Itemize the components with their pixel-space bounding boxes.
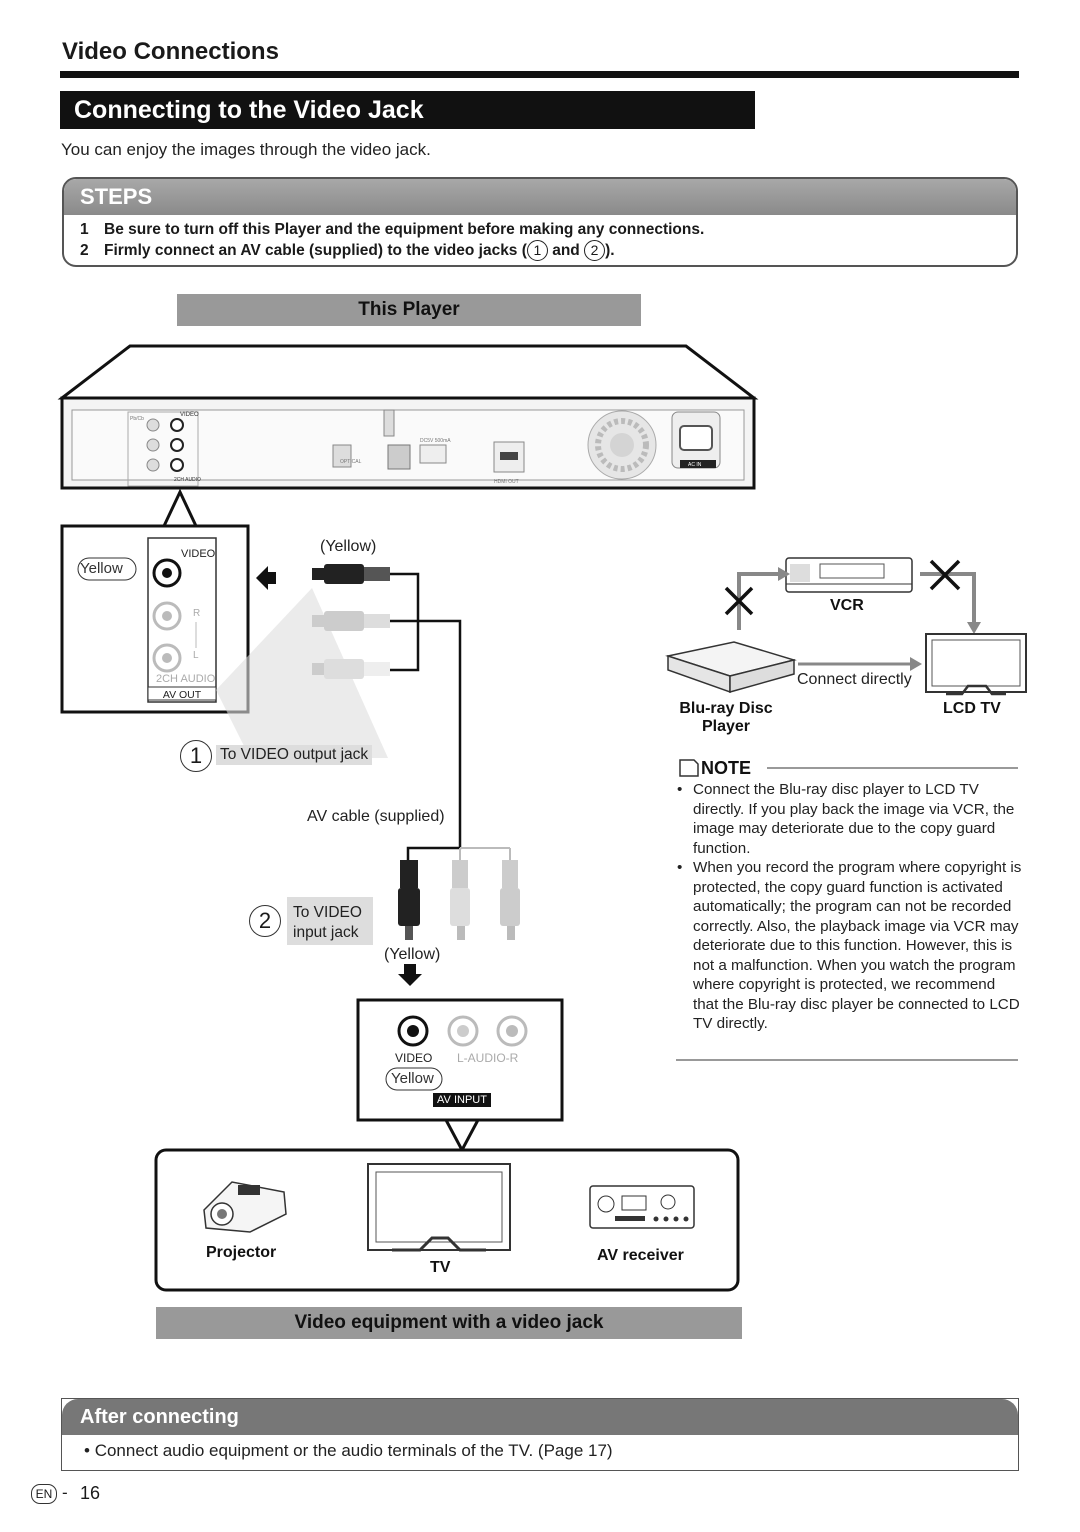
vcr-label: VCR xyxy=(830,597,864,614)
this-player-label: This Player xyxy=(177,294,641,326)
zoom-yellow-label: Yellow xyxy=(80,560,123,577)
av-input-yellow-label: Yellow xyxy=(391,1070,434,1087)
step2-marker xyxy=(249,905,281,937)
av-receiver-label: AV receiver xyxy=(597,1247,684,1264)
av-input-panel xyxy=(358,1000,562,1150)
step2-number: 2 xyxy=(249,905,281,937)
step1-label: To VIDEO output jack xyxy=(216,745,372,765)
jack-zoom-panel xyxy=(62,526,248,712)
player-acin-label: AC IN xyxy=(688,462,702,468)
after-connecting-item: Connect audio equipment or the audio terminals of the TV. (Page 17) xyxy=(94,1441,613,1460)
yellow-top-label: (Yellow) xyxy=(320,538,377,555)
step2-tag xyxy=(287,897,373,945)
step-1 xyxy=(80,221,704,239)
step-2-end: ). xyxy=(605,242,615,259)
page-number-dash: - xyxy=(62,1483,68,1502)
step2-label-line1: To VIDEO xyxy=(293,904,362,921)
player-dc-label: DC5V 500mA xyxy=(420,438,451,444)
intro-text: You can enjoy the images through the video jack. xyxy=(61,140,431,159)
note-list xyxy=(677,780,1022,1034)
step-1-text: Be sure to turn off this Player and the equipment before making any connections. xyxy=(104,221,705,238)
video-equipment-label: Video equipment with a video jack xyxy=(156,1307,742,1339)
bluray-label-line2: Player xyxy=(701,718,751,735)
connect-directly-label: Connect directly xyxy=(797,671,912,688)
page-title: Connecting to the Video Jack xyxy=(60,91,755,129)
player-illustration xyxy=(62,346,754,526)
step-2-number: 2 xyxy=(80,242,89,259)
av-cable-label: AV cable (supplied) xyxy=(307,808,445,825)
projector-label: Projector xyxy=(206,1244,277,1261)
after-connecting-text: • Connect audio equipment or the audio terminals of the TV. (Page 17) xyxy=(84,1441,613,1460)
arrow-down-icon xyxy=(398,964,422,986)
zoom-2ch-audio-label: 2CH AUDIO xyxy=(156,673,216,685)
zoom-video-label: VIDEO xyxy=(181,548,216,560)
step2-label-line2: input jack xyxy=(293,924,359,941)
section-title: Video Connections xyxy=(62,38,279,65)
bluray-label-line1: Blu-ray Disc xyxy=(679,700,773,717)
note-item-2: • When you record the program where copyright is protected, the copy guard function is activated automatically; the program can not be recorded correctly. Also, the playback image via VCR may deteriorate due to this function. However, this is not a malfunction. When you watch the program where copyright is protected, we recommend that the Blu-ray disc player be connected to LCD TV directly. xyxy=(677,858,1022,1034)
zoom-av-out-label: AV OUT xyxy=(162,689,202,701)
tv-label: TV xyxy=(430,1259,451,1276)
step-2 xyxy=(80,240,615,261)
av-input-video-label: VIDEO xyxy=(395,1051,433,1065)
step-2-circle-1: 1 xyxy=(527,240,548,261)
note-title: NOTE xyxy=(701,758,752,778)
svg-text:Pb/Cb: Pb/Cb xyxy=(130,416,144,422)
step-2-text: Firmly connect an AV cable (supplied) to the video jacks ( xyxy=(104,242,527,259)
player-hdmi-label: HDMI OUT xyxy=(494,479,519,485)
step-1-number: 1 xyxy=(80,221,89,238)
zoom-r-label: R xyxy=(193,608,201,619)
zoom-l-label: L xyxy=(193,650,199,661)
steps-title: STEPS xyxy=(64,179,1016,215)
steps-box xyxy=(62,177,1018,267)
bluray-label xyxy=(676,700,776,736)
after-connecting-box xyxy=(61,1398,1019,1471)
page-number: 16 xyxy=(80,1483,101,1503)
step-2-and: and xyxy=(547,242,585,259)
player-video-label: VIDEO xyxy=(180,412,199,418)
note-item-1: • Connect the Blu-ray disc player to LCD TV directly. If you play back the image via VCR, the image may deteriorate due to the copy guard function. xyxy=(677,780,1022,858)
step-2-circle-2: 2 xyxy=(584,240,605,261)
step1-number: 1 xyxy=(180,740,212,772)
player-optical-label: OPTICAL xyxy=(340,459,362,465)
arrow-left-icon xyxy=(256,566,276,590)
yellow-bottom-label: (Yellow) xyxy=(384,946,441,963)
language-badge: EN xyxy=(31,1484,57,1504)
header-rule xyxy=(60,71,1019,78)
av-input-audio-label: L-AUDIO-R xyxy=(457,1051,519,1065)
lcd-tv-label: LCD TV xyxy=(943,700,1001,717)
after-connecting-title: After connecting xyxy=(62,1399,1018,1435)
av-input-label: AV INPUT xyxy=(437,1094,487,1106)
step1-marker xyxy=(180,740,212,772)
player-2ch-label: 2CH AUDIO xyxy=(174,477,201,483)
